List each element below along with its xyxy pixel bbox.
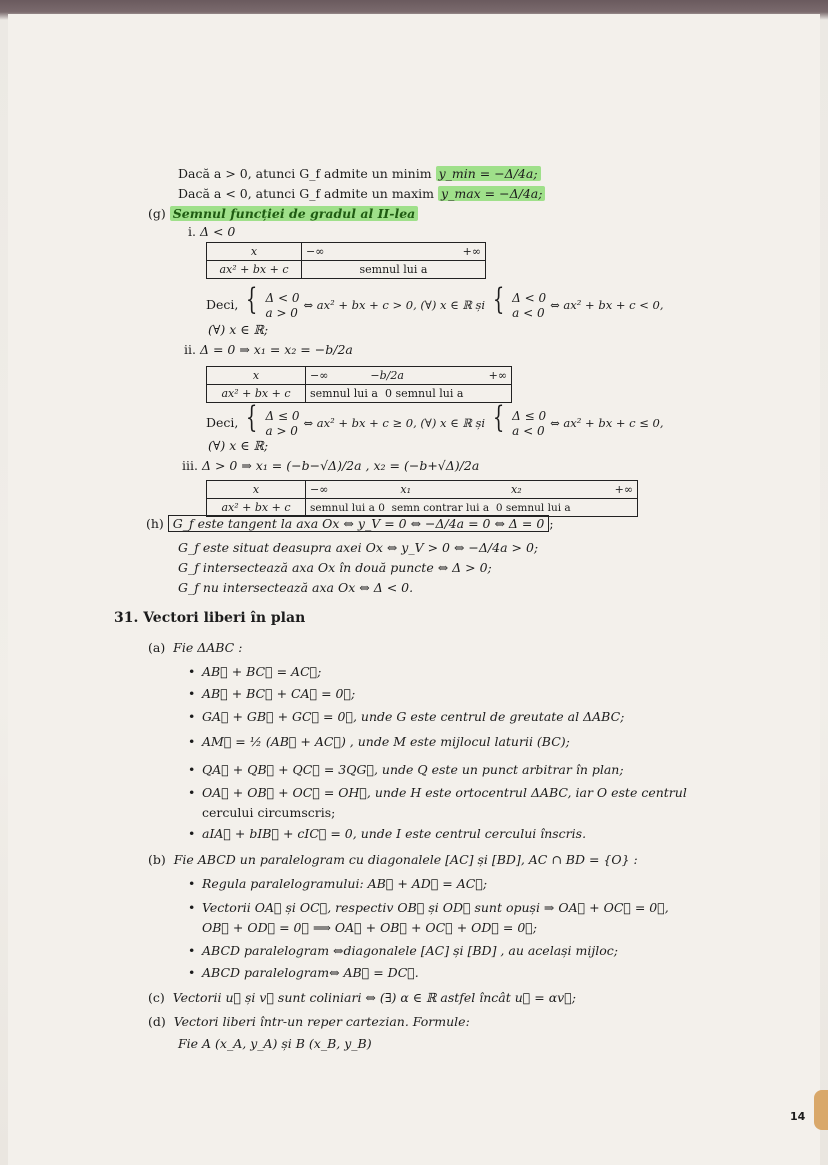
- table-cell: semnul lui a 0 semnul lui a: [306, 385, 512, 403]
- list-item-continuation: OB⃗ + OD⃗ = 0⃗ ⟹ OA⃗ + OB⃗ + OC⃗ + OD⃗ = 0⃗;: [202, 920, 538, 935]
- i-marker: i.: [188, 224, 196, 239]
- list-item: • ABCD paralelogram ⇔diagonalele [AC] și [BD] , au același mijloc;: [202, 943, 618, 958]
- table-cell: semnul lui a 0 semn contrar lui a 0 semnul lui a: [306, 499, 638, 517]
- thumb-edge: [814, 1090, 828, 1130]
- min-line: [178, 166, 541, 181]
- i-condition: Δ < 0: [199, 224, 236, 239]
- list-item: • QA⃗ + QB⃗ + QC⃗ = 3QG⃗, unde Q este un punct arbitrar în plan;: [202, 762, 624, 777]
- system-2: Δ < 0 a < 0: [512, 290, 547, 320]
- table-cell: semnul lui a: [302, 261, 486, 279]
- table-cell: −∞ x₁ x₂ +∞: [306, 481, 638, 499]
- case-ii-heading: [184, 342, 353, 357]
- case-iii-heading: [182, 458, 479, 473]
- table-cell: ax² + bx + c: [207, 499, 306, 517]
- table-row: [207, 481, 638, 499]
- list-item: • GA⃗ + GB⃗ + GC⃗ = 0⃗, unde G este centrul de greutate al ΔABC;: [202, 709, 624, 724]
- result-1: ⇔ ax² + bx + c ≥ 0, (∀) x ∈ ℝ și: [303, 416, 486, 430]
- sign-table-i: [206, 242, 486, 279]
- ii-condition: Δ = 0 ⇒ x₁ = x₂ = −b/2a: [199, 342, 353, 357]
- system-1: Δ < 0 a > 0: [265, 290, 300, 320]
- min-text: Dacă a > 0, atunci G_f admite un minim: [178, 166, 432, 181]
- max-value: y_max = −Δ/4a;: [438, 186, 545, 201]
- case-ii-tail: (∀) x ∈ ℝ;: [208, 438, 269, 453]
- max-text: Dacă a < 0, atunci G_f admite un maxim: [178, 186, 435, 201]
- g-title: Semnul funcției de gradul al II-lea: [170, 206, 419, 221]
- system-2: Δ ≤ 0 a < 0: [512, 408, 547, 438]
- result-2: ⇔ ax² + bx + c ≤ 0,: [550, 416, 664, 430]
- h-line-2: G_f este situat deasupra axei Ox ⇔ y_V > 0 ⇔ −Δ/4a > 0;: [178, 540, 539, 555]
- result-1: ⇔ ax² + bx + c > 0, (∀) x ∈ ℝ și: [303, 298, 486, 312]
- case-i-heading: [188, 224, 235, 239]
- table-row: [207, 243, 486, 261]
- h-marker: (h): [146, 516, 164, 531]
- iii-condition: Δ > 0 ⇒ x₁ = (−b−√Δ)/2a , x₂ = (−b+√Δ)/2a: [201, 458, 480, 473]
- table-row: [207, 261, 486, 279]
- list-item: • AB⃗ + BC⃗ + CA⃗ = 0⃗;: [202, 686, 355, 701]
- table-cell: x: [207, 243, 302, 261]
- case-ii-deci: Deci, { Δ ≤ 0 a > 0 ⇔ ax² + bx + c ≥ 0, (∀) x ∈ ℝ și { Δ ≤ 0 a < 0 ⇔ ax² + bx + c ≤ 0,: [206, 400, 664, 438]
- iii-marker: iii.: [182, 458, 198, 473]
- case-i-deci: Deci, { Δ < 0 a > 0 ⇔ ax² + bx + c > 0, (∀) x ∈ ℝ și { Δ < 0 a < 0 ⇔ ax² + bx + c < 0,: [206, 282, 664, 320]
- list-item: • aIA⃗ + bIB⃗ + cIC⃗ = 0, unde I este centrul cercului înscris.: [202, 826, 586, 841]
- list-item: • Regula paralelogramului: AB⃗ + AD⃗ = AC⃗;: [202, 876, 487, 891]
- deci-label: Deci,: [206, 297, 239, 312]
- list-item: • OA⃗ + OB⃗ + OC⃗ = OH⃗, unde H este ortocentrul ΔABC, iar O este centrul: [202, 785, 687, 800]
- h-line-4: G_f nu intersectează axa Ox ⇔ Δ < 0.: [178, 580, 414, 595]
- max-line: [178, 186, 545, 201]
- list-item: • AB⃗ + BC⃗ = AC⃗;: [202, 664, 321, 679]
- section-31-title: 31. Vectori liberi în plan: [114, 610, 306, 626]
- sign-table-iii: [206, 480, 638, 517]
- list-item: • Vectorii OA⃗ și OC⃗, respectiv OB⃗ și OD⃗ sunt opuși ⇒ OA⃗ + OC⃗ = 0⃗,: [202, 900, 669, 915]
- case-i-tail: (∀) x ∈ ℝ;: [208, 322, 269, 337]
- h-line-3: G_f intersectează axa Ox în două puncte ⇔ Δ > 0;: [178, 560, 492, 575]
- part-d-line-2: Fie A (x_A, y_A) și B (x_B, y_B): [178, 1036, 372, 1051]
- table-cell: x: [207, 481, 306, 499]
- page-number: 14: [790, 1110, 806, 1123]
- section-h: (h) G_f este tangent la axa Ox ⇔ y_V = 0 ⇔ −Δ/4a = 0 ⇔ Δ = 0 ;: [146, 516, 554, 531]
- list-item: • ABCD paralelogram⇔ AB⃗ = DC⃗.: [202, 965, 419, 980]
- min-value: y_min = −Δ/4a;: [436, 166, 541, 181]
- ii-marker: ii.: [184, 342, 196, 357]
- table-cell: ax² + bx + c: [207, 261, 302, 279]
- list-item: • AM⃗ = ½ (AB⃗ + AC⃗) , unde M este mijlocul laturii (BC);: [202, 734, 570, 749]
- g-marker: (g): [148, 206, 166, 221]
- system-1: Δ ≤ 0 a > 0: [265, 408, 300, 438]
- table-row: [207, 367, 512, 385]
- table-row: [207, 499, 638, 517]
- table-cell: −∞ −b/2a +∞: [306, 367, 512, 385]
- page: [8, 14, 820, 1165]
- part-a-intro: (a) Fie ΔABC :: [148, 640, 243, 655]
- table-cell: ax² + bx + c: [207, 385, 306, 403]
- part-d: (d) Vectori liberi într-un reper cartezian. Formule:: [148, 1014, 470, 1029]
- part-b-intro: (b) Fie ABCD un paralelogram cu diagonalele [AC] și [BD], AC ∩ BD = {O} :: [148, 852, 638, 867]
- result-2: ⇔ ax² + bx + c < 0,: [550, 298, 664, 312]
- table-cell: −∞ +∞: [302, 243, 486, 261]
- tangent-box: G_f este tangent la axa Ox ⇔ y_V = 0 ⇔ −Δ/4a = 0 ⇔ Δ = 0: [168, 515, 550, 532]
- section-g-heading: [148, 206, 418, 221]
- table-cell: x: [207, 367, 306, 385]
- part-c: (c) Vectorii u⃗ și v⃗ sunt coliniari ⇔ (∃) α ∈ ℝ astfel încât u⃗ = αv⃗;: [148, 990, 576, 1005]
- sign-table-ii: [206, 366, 512, 403]
- deci-label: Deci,: [206, 415, 239, 430]
- list-item-continuation: cercului circumscris;: [202, 805, 336, 820]
